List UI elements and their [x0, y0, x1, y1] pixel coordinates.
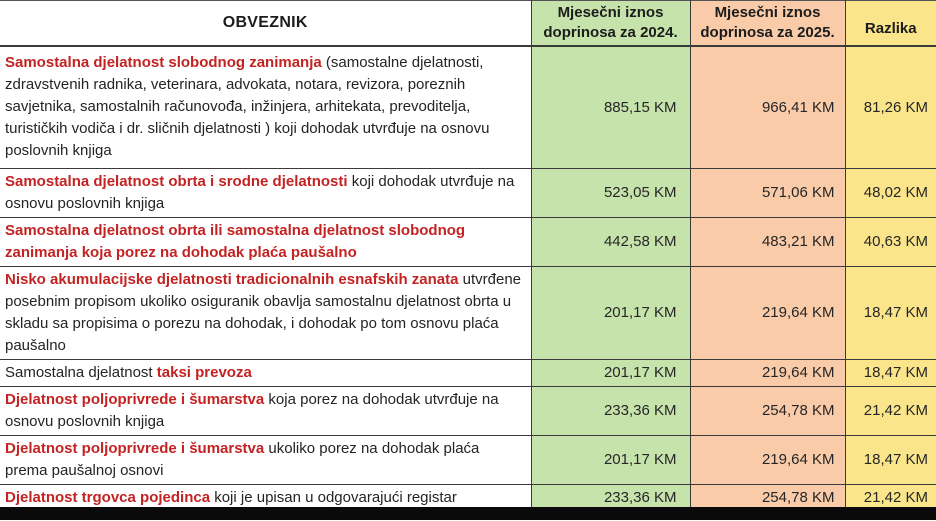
obveznik-cell [0, 386, 531, 435]
table-row [0, 217, 936, 266]
razlika-cell: 18,47 KM [845, 435, 936, 484]
razlika-cell: 21,42 KM [845, 386, 936, 435]
obveznik-cell [0, 435, 531, 484]
razlika-cell: 40,63 KM [845, 217, 936, 266]
header-amount-2024: Mjesečni iznos doprinosa za 2024. [531, 1, 690, 47]
razlika-cell: 18,47 KM [845, 359, 936, 386]
amount-2025-cell: 966,41 KM [690, 46, 845, 168]
table-body [0, 46, 936, 511]
obveznik-highlight-text: Samostalna djelatnost slobodnog zanimanja [5, 54, 322, 72]
amount-2025-cell: 219,64 KM [690, 359, 845, 386]
obveznik-cell [0, 359, 531, 386]
table-row [0, 266, 936, 359]
obveznik-highlight-text: Samostalna djelatnost obrta i srodne djelatnosti [5, 172, 348, 190]
obveznik-highlight-text: Djelatnost poljoprivrede i šumarstva [5, 390, 265, 408]
header-obveznik: OBVEZNIK [0, 1, 531, 47]
table-row [0, 168, 936, 217]
amount-2025-cell: 254,78 KM [690, 484, 845, 511]
table-row [0, 46, 936, 168]
amount-2024-cell: 233,36 KM [531, 386, 690, 435]
table-row [0, 359, 936, 386]
table-row [0, 435, 936, 484]
obveznik-plain-text: koji dohodak utvrđuje na osnovu poslovnih knjiga [5, 172, 515, 212]
amount-2025-cell: 571,06 KM [690, 168, 845, 217]
obveznik-highlight-text: Nisko akumulacijske djelatnosti tradicionalnih esnafskih zanata [5, 270, 459, 288]
header-amount-2025: Mjesečni iznos doprinosa za 2025. [690, 1, 845, 47]
header-row [0, 1, 936, 47]
obveznik-cell [0, 168, 531, 217]
obveznik-cell [0, 46, 531, 168]
obveznik-plain-text: koja porez na dohodak utvrđuje na osnovu poslovnih knjiga [5, 390, 499, 430]
obveznik-cell [0, 217, 531, 266]
amount-2024-cell: 885,15 KM [531, 46, 690, 168]
table-row [0, 386, 936, 435]
amount-2024-cell: 201,17 KM [531, 435, 690, 484]
amount-2024-cell: 523,05 KM [531, 168, 690, 217]
amount-2025-cell: 254,78 KM [690, 386, 845, 435]
obveznik-cell [0, 266, 531, 359]
amount-2024-cell: 201,17 KM [531, 266, 690, 359]
obveznik-plain-text: utvrđene posebnim propisom ukoliko osiguranik obavlja samostalnu djelatnost obrta u skladu sa propisima o porezu na dohodak, i dohodak po tom osnovu plaća paušalno [5, 270, 522, 354]
obveznik-plain-text: Samostalna djelatnost [5, 363, 157, 381]
obveznik-plain-text: koji je upisan u odgovarajući registar [210, 488, 457, 506]
razlika-cell: 21,42 KM [845, 484, 936, 511]
header-razlika: Razlika [845, 1, 936, 47]
obveznik-highlight-text: Djelatnost trgovca pojedinca [5, 488, 211, 506]
razlika-cell: 18,47 KM [845, 266, 936, 359]
amount-2025-cell: 483,21 KM [690, 217, 845, 266]
razlika-cell: 48,02 KM [845, 168, 936, 217]
amount-2025-cell: 219,64 KM [690, 435, 845, 484]
amount-2024-cell: 201,17 KM [531, 359, 690, 386]
obveznik-plain-text: (samostalne djelatnosti, zdravstvenih radnika, veterinara, advokata, notara, revizora, poreznih savjetnika, samostalnih računovođa, inžinjera, arhitekata, prevoditelja, turističkih vodiča i dr. sličnih djelatnosti ) koji dohodak utvrđuje na osnovu poslovnih knjiga [5, 54, 490, 160]
amount-2024-cell: 442,58 KM [531, 217, 690, 266]
obveznik-highlight-text: taksi prevoza [156, 363, 252, 381]
obveznik-plain-text: ukoliko porez na dohodak plaća prema paušalnoj osnovi [5, 439, 480, 479]
razlika-cell: 81,26 KM [845, 46, 936, 168]
obveznik-highlight-text: Samostalna djelatnost obrta ili samostalna djelatnost slobodnog zanimanja koja porez na dohodak plaća paušalno [5, 221, 466, 261]
amount-2025-cell: 219,64 KM [690, 266, 845, 359]
amount-2024-cell: 233,36 KM [531, 484, 690, 511]
obveznik-highlight-text: Djelatnost poljoprivrede i šumarstva [5, 439, 265, 457]
bottom-black-bar [0, 507, 936, 520]
